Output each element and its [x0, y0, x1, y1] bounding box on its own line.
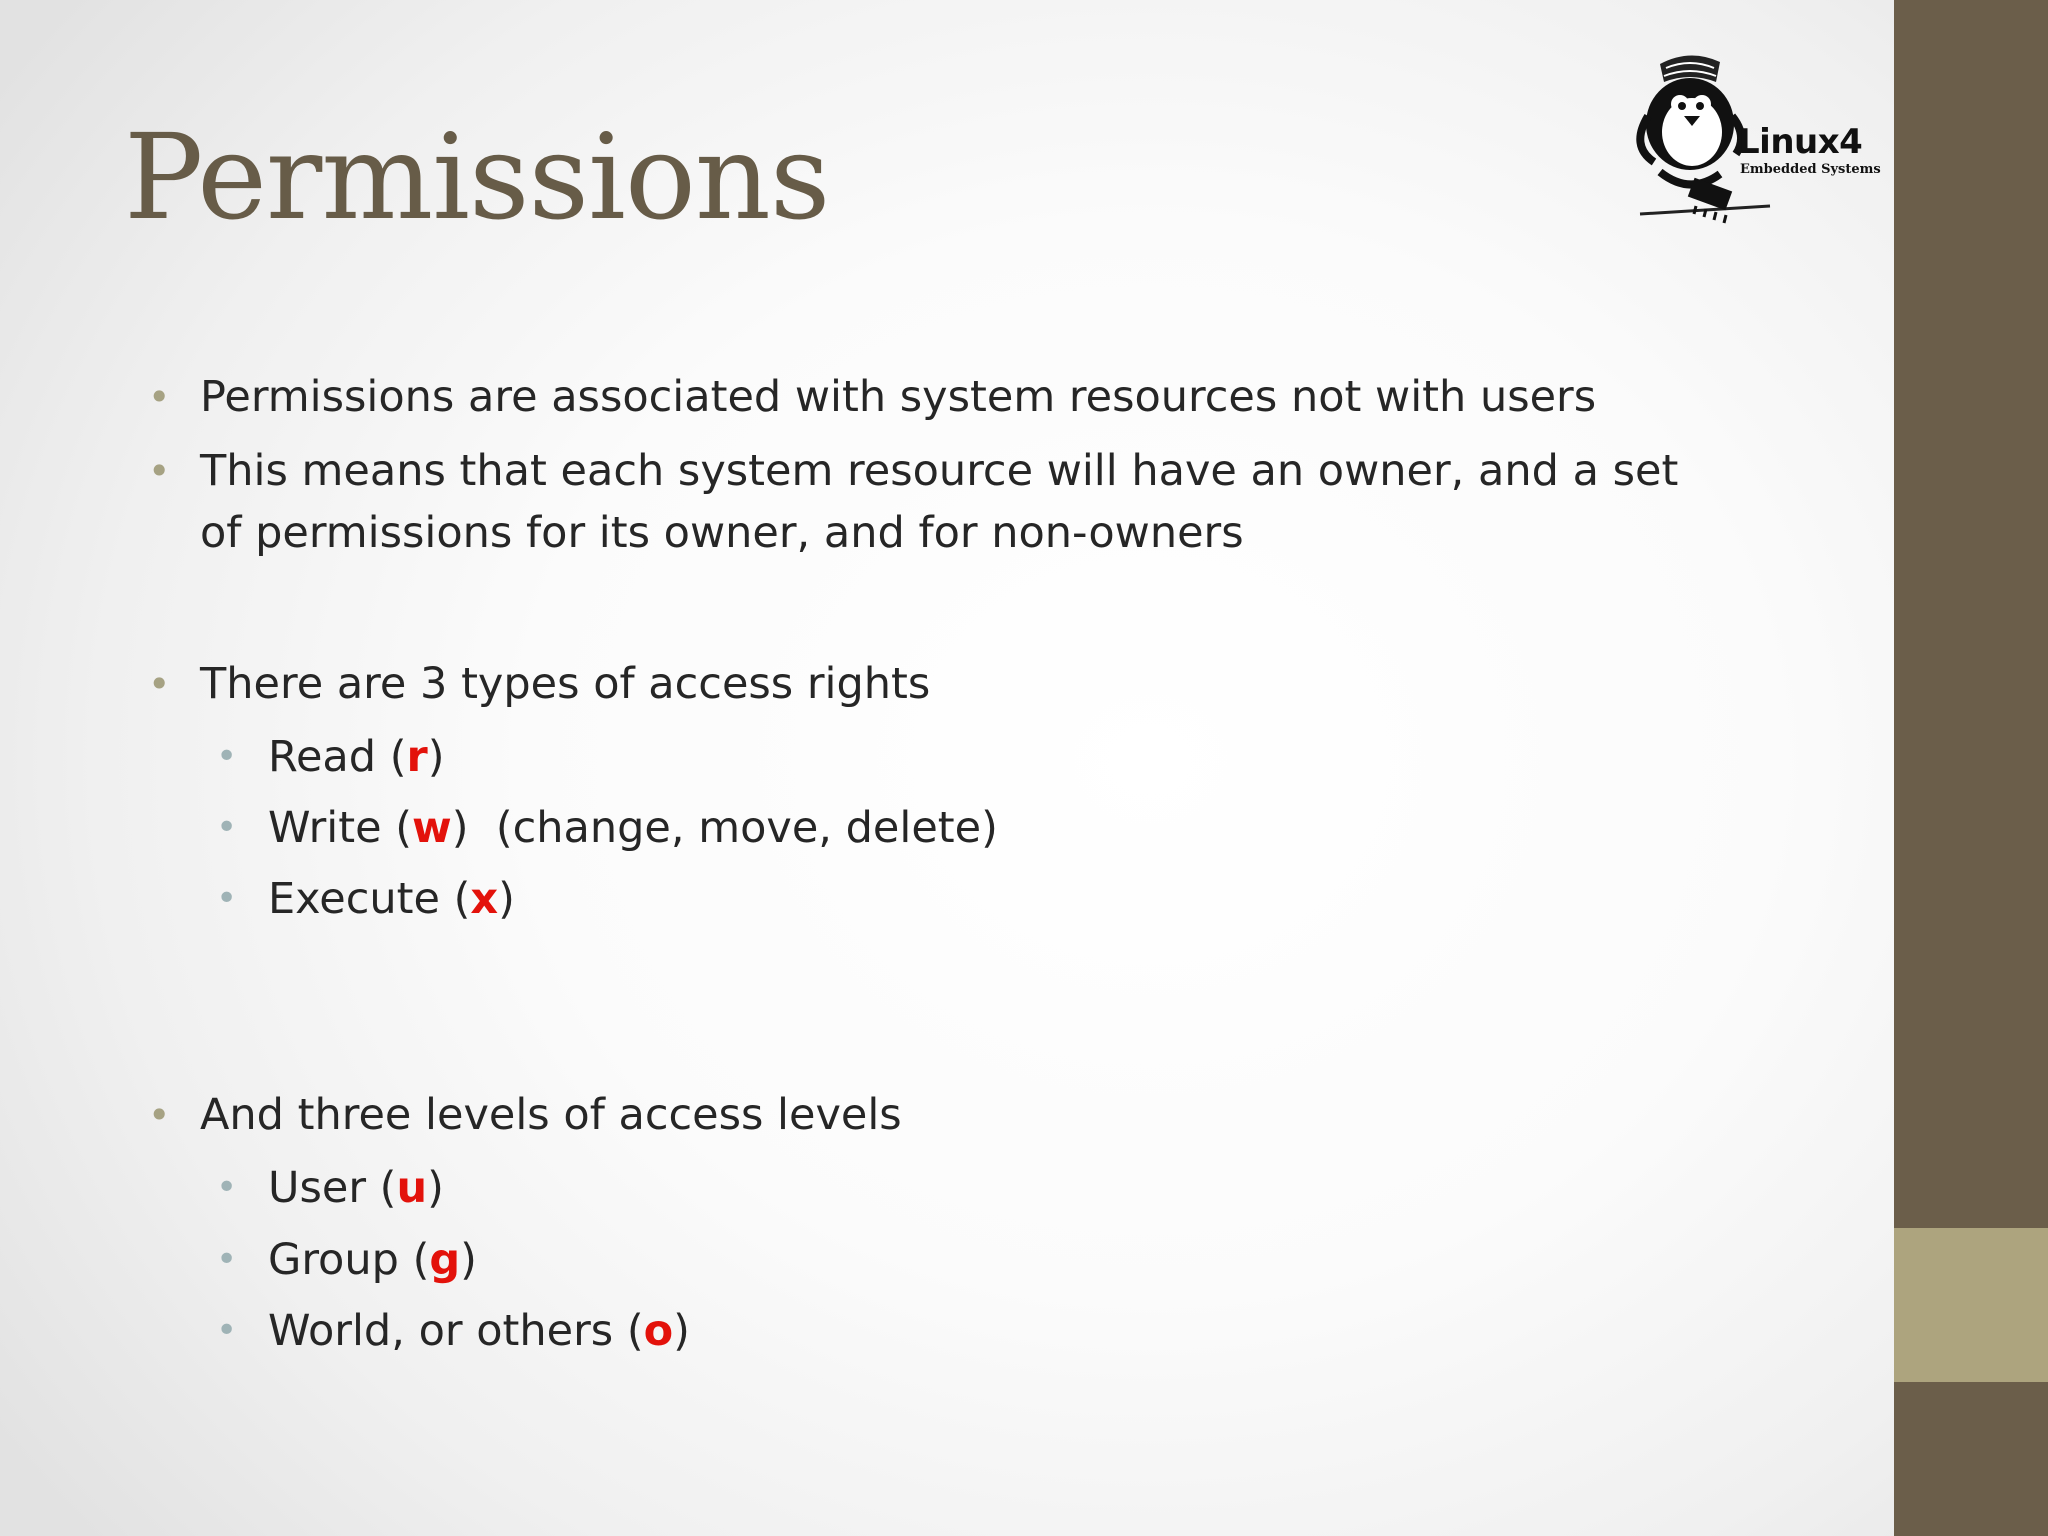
sub-bullet-label: Write ( — [268, 803, 412, 853]
sub-bullet-suffix: ) — [498, 874, 515, 924]
sub-bullet-suffix: ) — [427, 1163, 444, 1213]
bullet-dot-icon: • — [148, 375, 171, 419]
bullet-text: Permissions are associated with system resources not with users — [200, 372, 1597, 422]
sub-bullet-suffix: ) (change, move, delete) — [451, 803, 998, 853]
sidebar-accent-block — [1894, 1228, 2048, 1382]
sub-bullet-label: Read ( — [268, 732, 407, 782]
sub-bullet-label: Execute ( — [268, 874, 471, 924]
permission-key-letter: r — [406, 732, 428, 782]
sub-bullet-dot-icon: • — [216, 1239, 238, 1280]
permission-key-letter: u — [396, 1163, 428, 1213]
slide-sidebar — [1894, 0, 2048, 1536]
bullet-dot-icon: • — [148, 662, 171, 706]
permission-key-letter: g — [429, 1235, 461, 1285]
bullet-dot-icon: • — [148, 449, 171, 493]
sub-bullet-label: User ( — [268, 1163, 397, 1213]
sub-bullet-label: World, or others ( — [268, 1306, 644, 1356]
bullet-text: And three levels of access levels — [200, 1090, 902, 1140]
sub-bullet-dot-icon: • — [216, 736, 238, 777]
sub-bullet-dot-icon: • — [216, 807, 238, 848]
sub-bullet-dot-icon: • — [216, 878, 238, 919]
sub-bullet-label: Group ( — [268, 1235, 430, 1285]
permission-key-letter: x — [470, 874, 499, 924]
bullet-text-line1: This means that each system resource will have an owner, and a set — [200, 446, 1679, 496]
sub-bullet-suffix: ) — [427, 732, 445, 782]
bullet-text-line2: of permissions for its owner, and for non-owners — [200, 508, 1244, 558]
sub-bullet-dot-icon: • — [216, 1310, 238, 1351]
permission-key-letter: o — [643, 1306, 674, 1356]
linux4-logo — [1620, 46, 1881, 226]
bullet-text: There are 3 types of access rights — [200, 659, 931, 709]
sub-bullet-suffix: ) — [673, 1306, 690, 1356]
sub-bullet-suffix: ) — [460, 1235, 477, 1285]
logo-sub-text: Embedded Systems — [1740, 162, 1881, 177]
permission-key-letter: w — [411, 803, 452, 853]
bullet-dot-icon: • — [148, 1093, 171, 1137]
slide-title: Permissions — [124, 108, 830, 246]
sub-bullet-dot-icon: • — [216, 1167, 238, 1208]
logo-main-text: Linux4 — [1738, 122, 1863, 162]
